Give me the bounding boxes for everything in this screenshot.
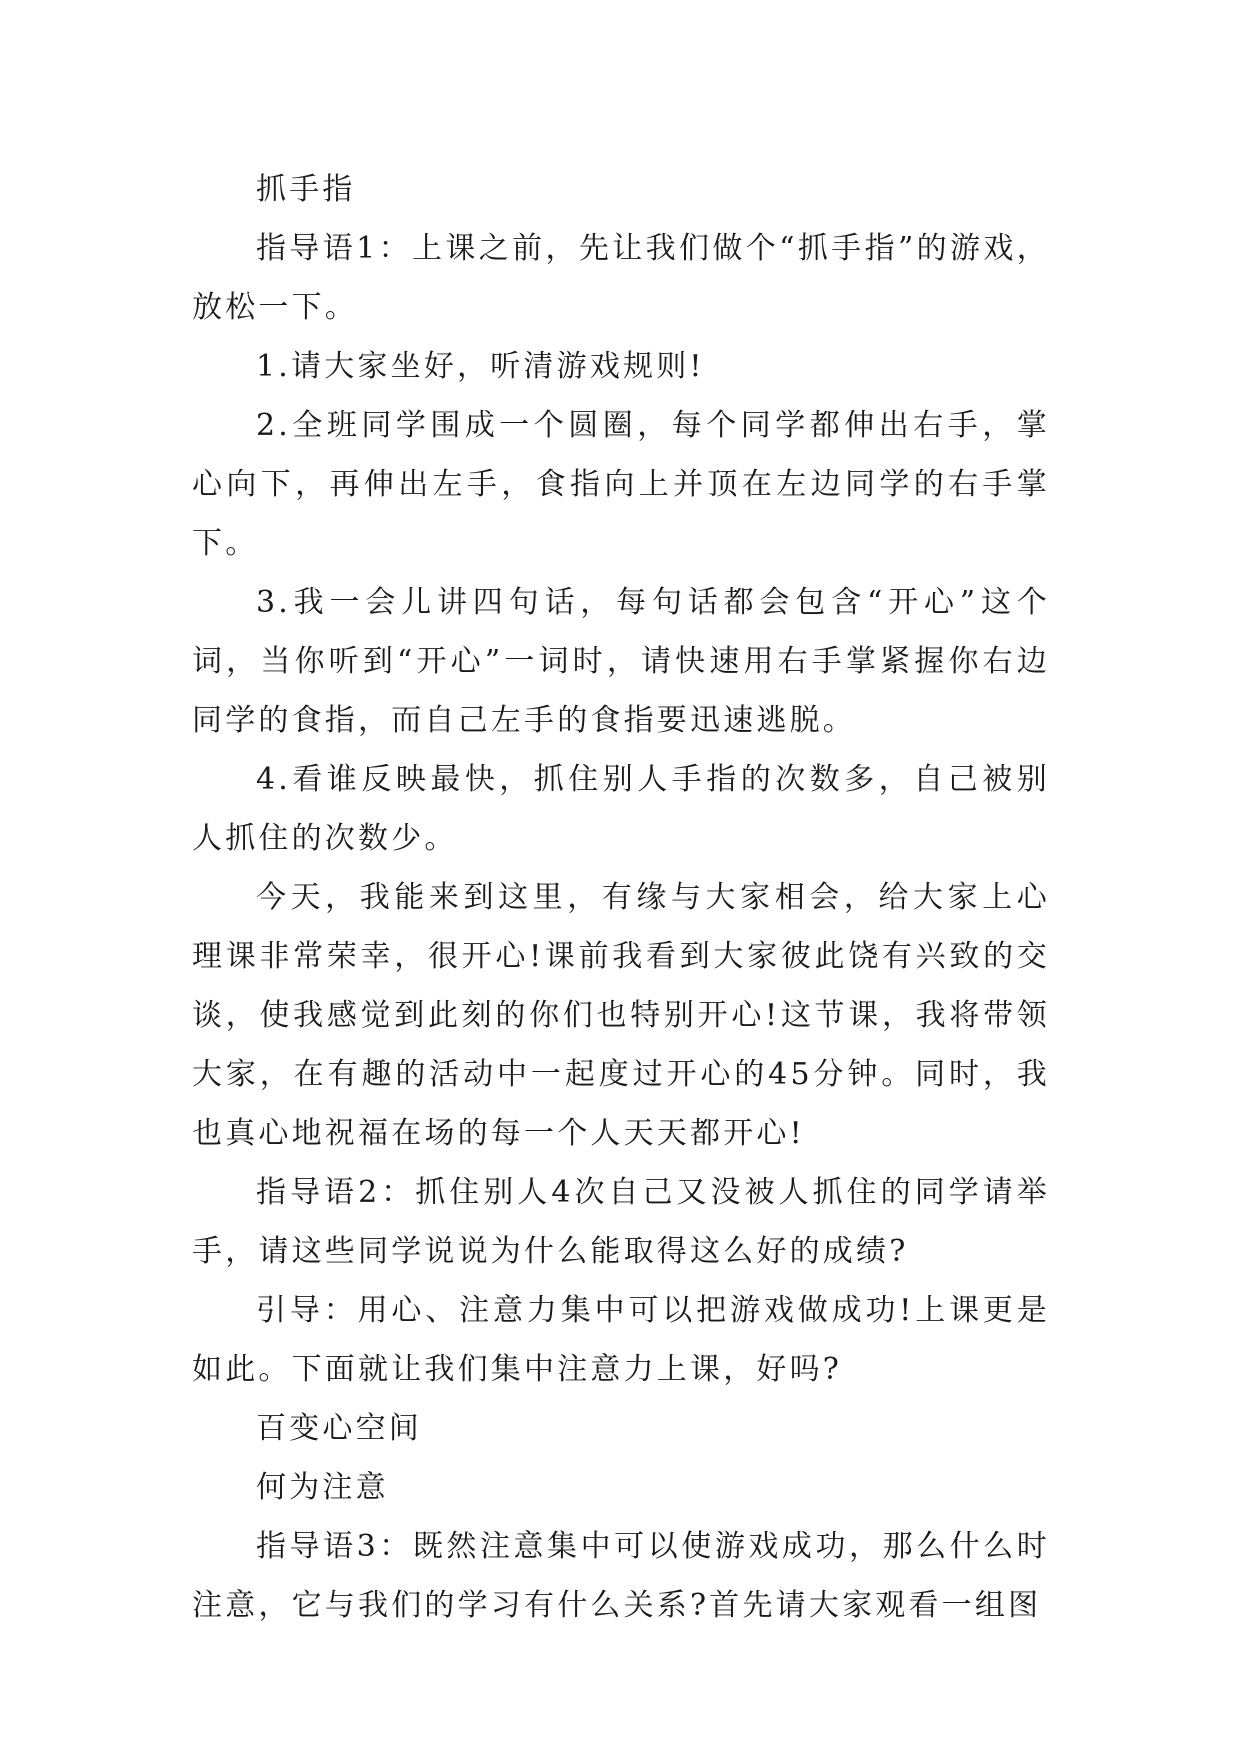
rule-item-2: 2.全班同学围成一个圆圈，每个同学都伸出右手，掌心向下，再伸出左手，食指向上并顶在左边同学的右手掌下。 [192, 408, 1050, 561]
guide-paragraph-2: 指导语2：抓住别人4次自己又没被人抓住的同学请举手，请这些同学说说为什么能取得这么好的成绩? [192, 1175, 1050, 1269]
document-body [192, 160, 1050, 1635]
section-heading-mind-space: 百变心空间 [256, 1411, 422, 1446]
rule-item-4: 4.看谁反映最快，抓住别人手指的次数多，自己被别人抓住的次数少。 [192, 762, 1050, 856]
guide-paragraph-3: 指导语3：既然注意集中可以使游戏成功，那么什么时注意，它与我们的学习有什么关系?首先请大家观看一组图 [192, 1529, 1050, 1623]
intro-paragraph: 今天，我能来到这里，有缘与大家相会，给大家上心理课非常荣幸，很开心!课前我看到大家彼此饶有兴致的交谈，使我感觉到此刻的你们也特别开心!这节课，我将带领大家，在有趣的活动中一起度过开心的45分钟。同时，我也真心地祝福在场的每一个人天天都开心! [192, 880, 1050, 1151]
section-heading-what-is-attention: 何为注意 [256, 1470, 389, 1505]
section-heading-grab-fingers: 抓手指 [256, 172, 356, 207]
lead-paragraph: 引导：用心、注意力集中可以把游戏做成功!上课更是如此。下面就让我们集中注意力上课，好吗? [192, 1293, 1050, 1387]
guide-paragraph-1: 指导语1：上课之前，先让我们做个“抓手指”的游戏，放松一下。 [192, 231, 1050, 325]
rule-item-3: 3.我一会儿讲四句话，每句话都会包含“开心”这个词，当你听到“开心”一词时，请快速用右手掌紧握你右边同学的食指，而自己左手的食指要迅速逃脱。 [192, 585, 1050, 738]
rule-item-1: 1.请大家坐好，听清游戏规则! [256, 349, 705, 384]
